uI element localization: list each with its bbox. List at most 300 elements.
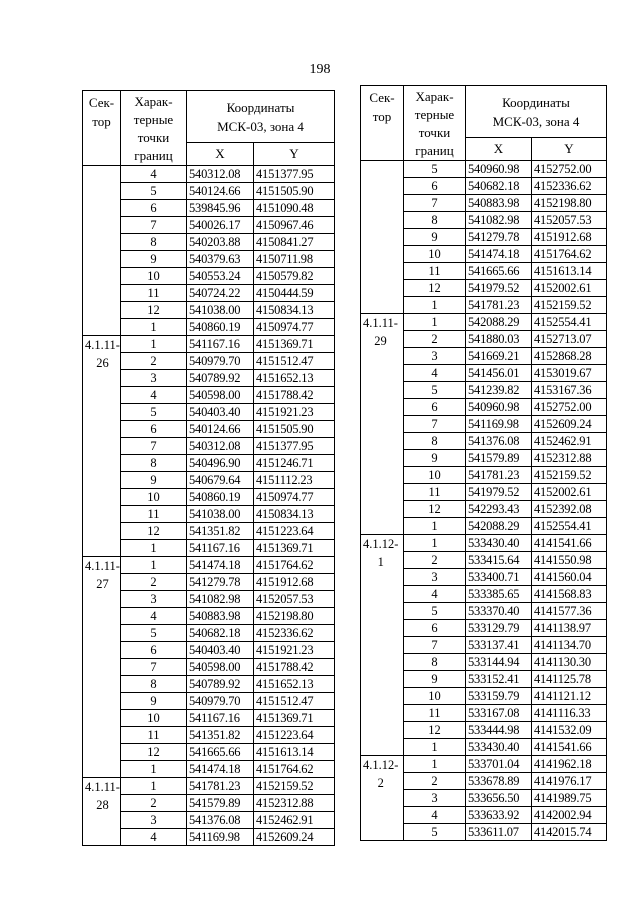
y-cell: 4151764.62	[254, 557, 335, 574]
sector-label: 4.1.11- 28	[85, 780, 120, 812]
x-cell: 533415.64	[466, 552, 532, 569]
x-cell: 540682.18	[466, 178, 532, 195]
x-cell: 540379.63	[187, 251, 254, 268]
table-row	[83, 387, 335, 404]
point-cell: 4	[404, 586, 466, 603]
y-cell: 4141541.66	[532, 535, 607, 552]
point-cell: 3	[121, 591, 187, 608]
x-cell: 541665.66	[187, 744, 254, 761]
y-cell: 4150711.98	[254, 251, 335, 268]
table-row	[83, 166, 335, 183]
point-cell: 1	[404, 297, 466, 314]
table-row	[83, 251, 335, 268]
y-cell: 4151613.14	[532, 263, 607, 280]
y-cell: 4151921.23	[254, 642, 335, 659]
x-cell: 542293.43	[466, 501, 532, 518]
y-cell: 4151512.47	[254, 693, 335, 710]
header-y: Y	[254, 143, 335, 166]
x-cell: 540598.00	[187, 659, 254, 676]
x-cell: 541169.98	[187, 829, 254, 846]
x-cell: 533430.40	[466, 535, 532, 552]
point-cell: 11	[121, 285, 187, 302]
point-cell: 5	[404, 161, 466, 178]
x-cell: 540979.70	[187, 353, 254, 370]
table-row	[83, 353, 335, 370]
point-cell: 8	[121, 455, 187, 472]
header-points: Харак- терные точки границ	[404, 86, 466, 161]
point-cell: 5	[121, 404, 187, 421]
y-cell: 4151921.23	[254, 404, 335, 421]
x-cell: 539845.96	[187, 200, 254, 217]
table-row	[83, 812, 335, 829]
coordinates-table-left	[82, 90, 335, 846]
x-cell: 542088.29	[466, 314, 532, 331]
table-row	[83, 744, 335, 761]
y-cell: 4152554.41	[532, 314, 607, 331]
y-cell: 4152609.24	[532, 416, 607, 433]
x-cell: 541279.78	[466, 229, 532, 246]
point-cell: 10	[121, 268, 187, 285]
y-cell: 4141976.17	[532, 773, 607, 790]
point-cell: 5	[121, 625, 187, 642]
point-cell: 5	[121, 183, 187, 200]
x-cell: 540026.17	[187, 217, 254, 234]
x-cell: 533701.04	[466, 756, 532, 773]
x-cell: 540883.98	[187, 608, 254, 625]
y-cell: 4141134.70	[532, 637, 607, 654]
x-cell: 541669.21	[466, 348, 532, 365]
point-cell: 5	[404, 382, 466, 399]
x-cell: 540860.19	[187, 489, 254, 506]
y-cell: 4152002.61	[532, 484, 607, 501]
x-cell: 541239.82	[466, 382, 532, 399]
table-row	[83, 676, 335, 693]
y-cell: 4152554.41	[532, 518, 607, 535]
coordinates-table-right	[360, 85, 607, 841]
point-cell: 6	[121, 200, 187, 217]
point-cell: 8	[121, 676, 187, 693]
point-cell: 11	[404, 705, 466, 722]
sector-cell	[83, 336, 121, 557]
point-cell: 1	[404, 535, 466, 552]
sector-label: 4.1.11- 27	[85, 559, 120, 591]
x-cell: 541082.98	[466, 212, 532, 229]
header-sector: Сек- тор	[83, 91, 121, 166]
x-cell: 540960.98	[466, 399, 532, 416]
sector-cell	[83, 166, 121, 336]
sector-cell	[361, 535, 404, 756]
point-cell: 4	[404, 807, 466, 824]
x-cell: 541474.18	[187, 761, 254, 778]
point-cell: 3	[121, 370, 187, 387]
table-row	[83, 761, 335, 778]
point-cell: 1	[404, 756, 466, 773]
x-cell: 533137.41	[466, 637, 532, 654]
y-cell: 4141568.83	[532, 586, 607, 603]
x-cell: 541279.78	[187, 574, 254, 591]
y-cell: 4153167.36	[532, 382, 607, 399]
header-points: Харак- терные точки границ	[121, 91, 187, 166]
point-cell: 8	[121, 234, 187, 251]
x-cell: 540724.22	[187, 285, 254, 302]
y-cell: 4141560.04	[532, 569, 607, 586]
x-cell: 540960.98	[466, 161, 532, 178]
point-cell: 7	[121, 438, 187, 455]
table-row	[83, 370, 335, 387]
point-cell: 3	[404, 348, 466, 365]
point-cell: 1	[121, 761, 187, 778]
point-cell: 2	[121, 574, 187, 591]
y-cell: 4152057.53	[254, 591, 335, 608]
point-cell: 9	[121, 693, 187, 710]
x-cell: 533385.65	[466, 586, 532, 603]
x-cell: 541169.98	[466, 416, 532, 433]
sector-cell	[83, 778, 121, 846]
y-cell: 4141577.36	[532, 603, 607, 620]
x-cell: 540403.40	[187, 642, 254, 659]
x-cell: 541376.08	[187, 812, 254, 829]
table-row	[83, 234, 335, 251]
x-cell: 533656.50	[466, 790, 532, 807]
point-cell: 7	[121, 659, 187, 676]
x-cell: 540403.40	[187, 404, 254, 421]
table-row	[83, 489, 335, 506]
point-cell: 1	[404, 314, 466, 331]
x-cell: 533633.92	[466, 807, 532, 824]
x-cell: 541880.03	[466, 331, 532, 348]
table-row	[83, 591, 335, 608]
point-cell: 6	[404, 178, 466, 195]
x-cell: 542088.29	[466, 518, 532, 535]
x-cell: 541167.16	[187, 336, 254, 353]
x-cell: 540598.00	[187, 387, 254, 404]
y-cell: 4152336.62	[532, 178, 607, 195]
point-cell: 7	[404, 195, 466, 212]
y-cell: 4152752.00	[532, 161, 607, 178]
y-cell: 4151369.71	[254, 336, 335, 353]
point-cell: 8	[404, 433, 466, 450]
point-cell: 4	[404, 365, 466, 382]
y-cell: 4152159.52	[532, 467, 607, 484]
y-cell: 4141125.78	[532, 671, 607, 688]
x-cell: 533159.79	[466, 688, 532, 705]
y-cell: 4151764.62	[532, 246, 607, 263]
x-cell: 540789.92	[187, 370, 254, 387]
y-cell: 4151505.90	[254, 421, 335, 438]
table-row	[83, 200, 335, 217]
y-cell: 4152159.52	[532, 297, 607, 314]
sector-label: 4.1.11- 26	[85, 338, 120, 370]
y-cell: 4150834.13	[254, 302, 335, 319]
point-cell: 2	[404, 331, 466, 348]
y-cell: 4151246.71	[254, 455, 335, 472]
point-cell: 9	[121, 251, 187, 268]
y-cell: 4151764.62	[254, 761, 335, 778]
point-cell: 7	[404, 637, 466, 654]
header-x: X	[466, 138, 532, 161]
point-cell: 6	[404, 399, 466, 416]
x-cell: 541781.23	[466, 297, 532, 314]
x-cell: 533167.08	[466, 705, 532, 722]
point-cell: 5	[404, 824, 466, 841]
y-cell: 4151377.95	[254, 438, 335, 455]
point-cell: 7	[121, 217, 187, 234]
header-y: Y	[532, 138, 607, 161]
point-cell: 9	[404, 671, 466, 688]
table-row	[83, 608, 335, 625]
x-cell: 533400.71	[466, 569, 532, 586]
y-cell: 4150579.82	[254, 268, 335, 285]
y-cell: 4142015.74	[532, 824, 607, 841]
y-cell: 4142002.94	[532, 807, 607, 824]
x-cell: 541038.00	[187, 302, 254, 319]
y-cell: 4151223.64	[254, 727, 335, 744]
x-cell: 541979.52	[466, 484, 532, 501]
table-row	[83, 659, 335, 676]
x-cell: 540860.19	[187, 319, 254, 336]
table-row	[83, 421, 335, 438]
point-cell: 3	[404, 569, 466, 586]
header-coordinates: Координаты МСК-03, зона 4	[466, 86, 607, 138]
point-cell: 12	[404, 280, 466, 297]
x-cell: 541351.82	[187, 523, 254, 540]
y-cell: 4152462.91	[532, 433, 607, 450]
table-row	[83, 540, 335, 557]
point-cell: 12	[404, 501, 466, 518]
point-cell: 12	[121, 523, 187, 540]
x-cell: 540124.66	[187, 421, 254, 438]
y-cell: 4151613.14	[254, 744, 335, 761]
table-row	[83, 625, 335, 642]
point-cell: 1	[121, 319, 187, 336]
point-cell: 11	[121, 506, 187, 523]
sector-label: 4.1.12- 2	[363, 758, 399, 790]
y-cell: 4151788.42	[254, 387, 335, 404]
y-cell: 4150444.59	[254, 285, 335, 302]
point-cell: 11	[404, 484, 466, 501]
table-row	[83, 829, 335, 846]
header-sector: Сек- тор	[361, 86, 404, 161]
point-cell: 11	[121, 727, 187, 744]
table-row	[83, 642, 335, 659]
point-cell: 1	[404, 739, 466, 756]
point-cell: 12	[121, 744, 187, 761]
y-cell: 4152002.61	[532, 280, 607, 297]
table-row	[83, 438, 335, 455]
y-cell: 4152462.91	[254, 812, 335, 829]
y-cell: 4151912.68	[532, 229, 607, 246]
x-cell: 540979.70	[187, 693, 254, 710]
y-cell: 4153019.67	[532, 365, 607, 382]
x-cell: 540789.92	[187, 676, 254, 693]
y-cell: 4151505.90	[254, 183, 335, 200]
table-row	[83, 455, 335, 472]
point-cell: 8	[404, 654, 466, 671]
x-cell: 540124.66	[187, 183, 254, 200]
table-row	[83, 727, 335, 744]
sector-cell	[83, 557, 121, 778]
table-row	[83, 472, 335, 489]
point-cell: 2	[404, 773, 466, 790]
y-cell: 4151223.64	[254, 523, 335, 540]
table-row	[83, 778, 335, 795]
table-row	[83, 693, 335, 710]
x-cell: 533129.79	[466, 620, 532, 637]
point-cell: 12	[404, 722, 466, 739]
point-cell: 7	[404, 416, 466, 433]
point-cell: 2	[121, 353, 187, 370]
table-row	[83, 404, 335, 421]
x-cell: 533444.98	[466, 722, 532, 739]
y-cell: 4141116.33	[532, 705, 607, 722]
y-cell: 4152198.80	[254, 608, 335, 625]
y-cell: 4152752.00	[532, 399, 607, 416]
y-cell: 4152159.52	[254, 778, 335, 795]
y-cell: 4151912.68	[254, 574, 335, 591]
header-coordinates: Координаты МСК-03, зона 4	[187, 91, 335, 143]
y-cell: 4141541.66	[532, 739, 607, 756]
y-cell: 4141138.97	[532, 620, 607, 637]
x-cell: 541038.00	[187, 506, 254, 523]
y-cell: 4150967.46	[254, 217, 335, 234]
x-cell: 541167.16	[187, 540, 254, 557]
table-row	[83, 336, 335, 353]
y-cell: 4151652.13	[254, 676, 335, 693]
x-cell: 541082.98	[187, 591, 254, 608]
y-cell: 4141121.12	[532, 688, 607, 705]
x-cell: 533152.41	[466, 671, 532, 688]
x-cell: 541456.01	[466, 365, 532, 382]
table-row	[361, 161, 607, 178]
x-cell: 541781.23	[466, 467, 532, 484]
y-cell: 4151788.42	[254, 659, 335, 676]
y-cell: 4141532.09	[532, 722, 607, 739]
x-cell: 533370.40	[466, 603, 532, 620]
y-cell: 4152057.53	[532, 212, 607, 229]
x-cell: 541979.52	[466, 280, 532, 297]
point-cell: 4	[121, 387, 187, 404]
y-cell: 4150974.77	[254, 319, 335, 336]
sector-cell	[361, 314, 404, 535]
page-number: 198	[309, 62, 331, 77]
point-cell: 12	[121, 302, 187, 319]
y-cell: 4150974.77	[254, 489, 335, 506]
x-cell: 541474.18	[187, 557, 254, 574]
x-cell: 541781.23	[187, 778, 254, 795]
y-cell: 4152868.28	[532, 348, 607, 365]
y-cell: 4150834.13	[254, 506, 335, 523]
point-cell: 5	[404, 603, 466, 620]
point-cell: 10	[404, 688, 466, 705]
point-cell: 1	[404, 518, 466, 535]
point-cell: 9	[404, 229, 466, 246]
sector-cell	[361, 161, 404, 314]
x-cell: 540553.24	[187, 268, 254, 285]
x-cell: 541579.89	[187, 795, 254, 812]
y-cell: 4151512.47	[254, 353, 335, 370]
point-cell: 3	[404, 790, 466, 807]
x-cell: 541474.18	[466, 246, 532, 263]
point-cell: 9	[121, 472, 187, 489]
table-row	[83, 302, 335, 319]
point-cell: 10	[121, 489, 187, 506]
table-row	[83, 285, 335, 302]
point-cell: 6	[121, 421, 187, 438]
point-cell: 6	[121, 642, 187, 659]
point-cell: 2	[404, 552, 466, 569]
point-cell: 10	[121, 710, 187, 727]
y-cell: 4152198.80	[532, 195, 607, 212]
table-row	[83, 319, 335, 336]
table-row	[83, 557, 335, 574]
table-row	[83, 506, 335, 523]
x-cell: 533430.40	[466, 739, 532, 756]
y-cell: 4152312.88	[532, 450, 607, 467]
y-cell: 4141962.18	[532, 756, 607, 773]
y-cell: 4151377.95	[254, 166, 335, 183]
table-row	[83, 268, 335, 285]
y-cell: 4151090.48	[254, 200, 335, 217]
table-row	[83, 523, 335, 540]
header-x: X	[187, 143, 254, 166]
x-cell: 540203.88	[187, 234, 254, 251]
y-cell: 4152312.88	[254, 795, 335, 812]
point-cell: 10	[404, 246, 466, 263]
point-cell: 8	[404, 212, 466, 229]
sector-label: 4.1.12- 1	[363, 537, 399, 569]
x-cell: 533611.07	[466, 824, 532, 841]
y-cell: 4151112.23	[254, 472, 335, 489]
point-cell: 4	[121, 166, 187, 183]
point-cell: 4	[121, 608, 187, 625]
x-cell: 541665.66	[466, 263, 532, 280]
x-cell: 540312.08	[187, 166, 254, 183]
x-cell: 540883.98	[466, 195, 532, 212]
point-cell: 10	[404, 467, 466, 484]
y-cell: 4151652.13	[254, 370, 335, 387]
table-row	[361, 314, 607, 331]
x-cell: 540496.90	[187, 455, 254, 472]
point-cell: 2	[121, 795, 187, 812]
x-cell: 540679.64	[187, 472, 254, 489]
x-cell: 541351.82	[187, 727, 254, 744]
table-row	[83, 217, 335, 234]
point-cell: 4	[121, 829, 187, 846]
y-cell: 4151369.71	[254, 540, 335, 557]
x-cell: 541579.89	[466, 450, 532, 467]
table-row	[83, 710, 335, 727]
y-cell: 4141989.75	[532, 790, 607, 807]
y-cell: 4141550.98	[532, 552, 607, 569]
y-cell: 4152609.24	[254, 829, 335, 846]
y-cell: 4150841.27	[254, 234, 335, 251]
point-cell: 11	[404, 263, 466, 280]
y-cell: 4152336.62	[254, 625, 335, 642]
point-cell: 1	[121, 336, 187, 353]
point-cell: 1	[121, 540, 187, 557]
x-cell: 541167.16	[187, 710, 254, 727]
table-row	[361, 756, 607, 773]
sector-label: 4.1.11- 29	[363, 316, 398, 348]
y-cell: 4152713.07	[532, 331, 607, 348]
y-cell: 4141130.30	[532, 654, 607, 671]
point-cell: 1	[121, 778, 187, 795]
sector-cell	[361, 756, 404, 841]
point-cell: 6	[404, 620, 466, 637]
x-cell: 540312.08	[187, 438, 254, 455]
table-row	[361, 535, 607, 552]
x-cell: 533678.89	[466, 773, 532, 790]
